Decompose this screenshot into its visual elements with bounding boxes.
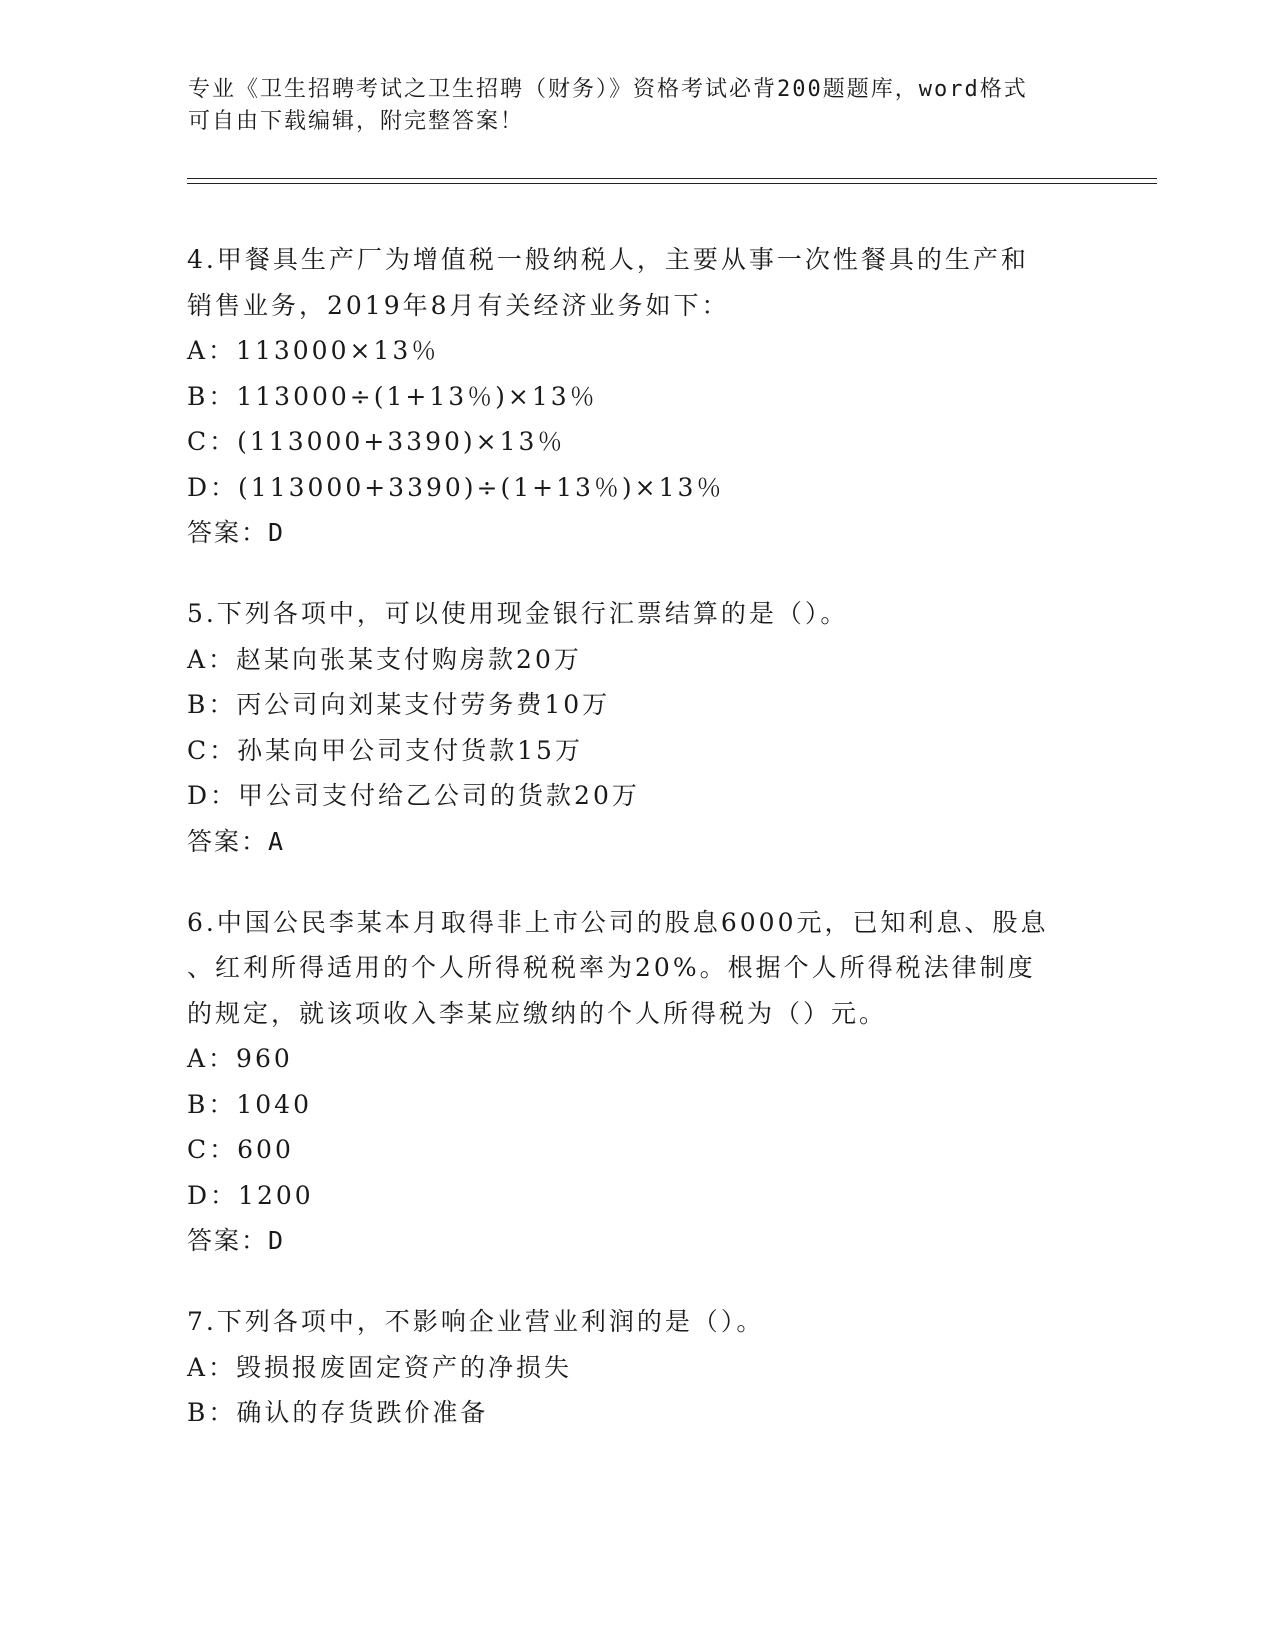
header-divider-top xyxy=(187,178,1157,179)
option-c: C：(113000+3390)×13％ xyxy=(187,427,566,456)
header-line-1: 专业《卫生招聘考试之卫生招聘（财务）》资格考试必背200题题库，word格式 xyxy=(188,77,1028,102)
question-4 xyxy=(187,237,1087,556)
option-a: A：毁损报废固定资产的净损失 xyxy=(187,1352,573,1382)
question-stem-line: 6.中国公民李某本月取得非上市公司的股息6000元，已知利息、股息 xyxy=(187,907,1049,937)
answer-label: 答案：D xyxy=(187,518,286,547)
option-d: D：1200 xyxy=(187,1180,314,1210)
question-stem-line: 4.甲餐具生产厂为增值税一般纳税人，主要从事一次性餐具的生产和 xyxy=(187,245,1029,274)
question-stem-line: 、红利所得适用的个人所得税税率为20%。根据个人所得税法律制度 xyxy=(187,953,1036,982)
answer-label: 答案：A xyxy=(187,826,286,856)
option-b: B：确认的存货跌价准备 xyxy=(187,1398,489,1427)
question-stem-line: 销售业务，2019年8月有关经济业务如下： xyxy=(187,290,730,320)
option-c: C：孙某向甲公司支付货款15万 xyxy=(187,735,583,765)
answer-label: 答案：D xyxy=(187,1226,286,1255)
header-divider-bottom xyxy=(187,183,1157,184)
option-d: D：(113000+3390)÷(1+13％)×13％ xyxy=(187,472,725,502)
option-b: B：1040 xyxy=(187,1089,312,1119)
question-stem-line: 的规定，就该项收入李某应缴纳的个人所得税为（）元。 xyxy=(187,998,888,1028)
question-list xyxy=(187,237,1087,1471)
option-b: B：丙公司向刘某支付劳务费10万 xyxy=(187,690,611,719)
option-a: A：960 xyxy=(187,1044,293,1073)
option-a: A：赵某向张某支付购房款20万 xyxy=(187,644,582,674)
option-c: C：600 xyxy=(187,1135,294,1164)
header-line-2: 可自由下载编辑，附完整答案！ xyxy=(188,109,525,134)
question-5 xyxy=(187,591,1087,865)
question-7 xyxy=(187,1299,1087,1436)
option-b: B：113000÷(1+13％)×13％ xyxy=(187,381,598,411)
document-header xyxy=(188,74,1088,138)
option-a: A：113000×13％ xyxy=(187,336,440,365)
question-6 xyxy=(187,900,1087,1265)
option-d: D：甲公司支付给乙公司的货款20万 xyxy=(187,781,640,810)
question-stem-line: 5.下列各项中，可以使用现金银行汇票结算的是（）。 xyxy=(187,599,849,628)
question-stem-line: 7.下列各项中，不影响企业营业利润的是（）。 xyxy=(187,1307,765,1336)
